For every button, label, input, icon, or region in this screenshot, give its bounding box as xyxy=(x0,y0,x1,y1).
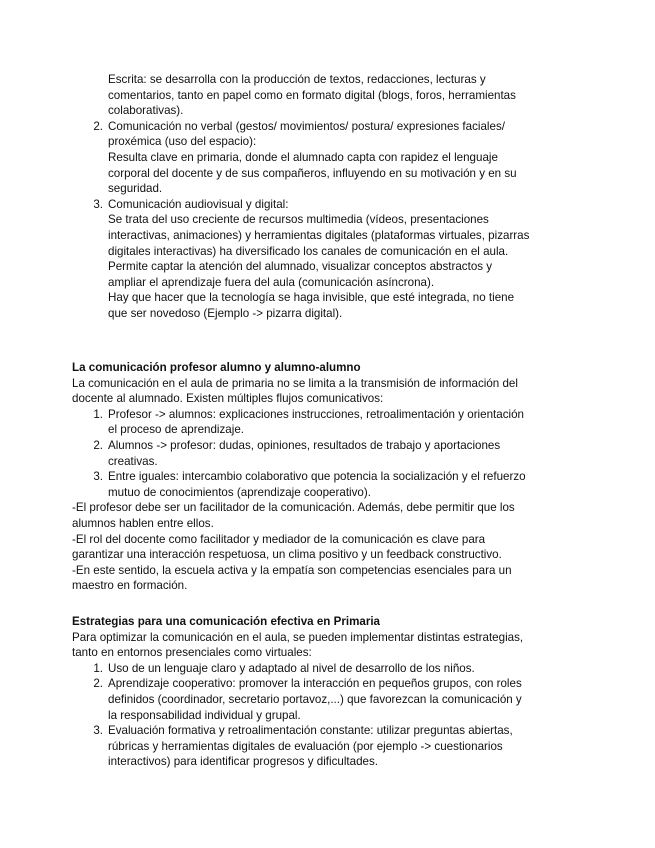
section-heading: La comunicación profesor alumno y alumno-alumno xyxy=(72,361,361,374)
list-item-text: Uso de un lenguaje claro y adaptado al nivel de desarrollo de los niños. xyxy=(108,661,475,675)
list-number: 1. xyxy=(93,407,103,421)
list-item xyxy=(72,661,532,677)
note-paragraph: -El rol del docente como facilitador y mediador de la comunicación es clave para garantizar una interacción respetuosa, un clima positivo y un feedback constructivo. xyxy=(72,532,502,562)
list-item xyxy=(72,723,532,770)
list-item xyxy=(72,438,532,469)
list-number: 2. xyxy=(93,438,103,452)
list-number: 1. xyxy=(93,661,103,675)
list-item xyxy=(72,407,532,438)
list-item-title: Comunicación audiovisual y digital: xyxy=(108,197,289,211)
list-number: 2. xyxy=(93,119,103,133)
list-item-text: Profesor -> alumnos: explicaciones instrucciones, retroalimentación y orientación el proceso de aprendizaje. xyxy=(108,407,524,437)
list-item xyxy=(72,469,532,500)
list-item-nonverbal xyxy=(72,119,532,197)
section-heading: Estrategias para una comunicación efectiva en Primaria xyxy=(72,615,381,628)
section-intro: La comunicación en el aula de primaria no se limita a la transmisión de información del docente al alumnado. Existen múltiples flujos comunicativos: xyxy=(72,376,518,406)
written-communication-paragraph: Escrita: se desarrolla con la producción de textos, redacciones, lecturas y comentarios, tanto en papel como en formato digital (blogs, foros, herramientas colaborativas). xyxy=(108,73,516,118)
note-paragraph: -El profesor debe ser un facilitador de la comunicación. Además, debe permitir que los alumnos hablen entre ellos. xyxy=(72,501,515,530)
list-item-paragraph: Hay que hacer que la tecnología se haga invisible, que esté integrada, no tiene que ser novedoso (Ejemplo -> pizarra digital). xyxy=(108,291,515,320)
section-effective-communication-strategies xyxy=(72,614,532,770)
list-item-text: Entre iguales: intercambio colaborativo que potencia la socialización y el refuerzo mutuo de conocimientos (aprendizaje cooperativo). xyxy=(108,470,526,499)
list-number: 3. xyxy=(93,197,103,211)
section-intro: Para optimizar la comunicación en el aula, se pueden implementar distintas estrategias, tanto en entornos presenciales como virtuales: xyxy=(72,630,524,660)
section-teacher-student-communication xyxy=(72,360,532,594)
communication-types-block xyxy=(72,72,532,322)
list-item xyxy=(72,676,532,723)
list-number: 3. xyxy=(93,470,103,484)
list-number: 3. xyxy=(93,724,103,738)
list-number: 2. xyxy=(93,677,103,691)
list-item-paragraph: Permite captar la atención del alumnado, visualizar conceptos abstractos y ampliar el aprendizaje fuera del aula (comunicación asíncrona). xyxy=(108,260,493,289)
list-item-paragraph: Resulta clave en primaria, donde el alumnado capta con rapidez el lenguaje corporal del docente y de sus compañeros, influyendo en su motivación y en su seguridad. xyxy=(108,150,517,196)
list-item-audiovisual xyxy=(72,197,532,322)
list-item-text: Alumnos -> profesor: dudas, opiniones, resultados de trabajo y aportaciones creativas. xyxy=(108,438,501,468)
note-paragraph: -En este sentido, la escuela activa y la empatía son competencias esenciales para un maestro en formación. xyxy=(72,563,512,593)
list-item-text: Aprendizaje cooperativo: promover la interacción en pequeños grupos, con roles definidos (coordinador, secretario portavoz,...) que favorezcan la comunicación y la responsabilidad individual y grupal. xyxy=(108,677,522,722)
list-item-paragraph: Se trata del uso creciente de recursos multimedia (vídeos, presentaciones interactivas, animaciones) y herramientas digitales (plataformas virtuales, pizarras digitales interactivas) ha diversificado los canales de comunicación en el aula. xyxy=(108,213,530,258)
list-item-text: Evaluación formativa y retroalimentación constante: utilizar preguntas abiertas, rúbricas y herramientas digitales de evaluación (por ejemplo -> cuestionarios interactivos) para identificar progresos y dificultades. xyxy=(108,724,513,769)
list-item-title: Comunicación no verbal (gestos/ movimientos/ postura/ expresiones faciales/ proxémica (uso del espacio): xyxy=(108,119,505,149)
